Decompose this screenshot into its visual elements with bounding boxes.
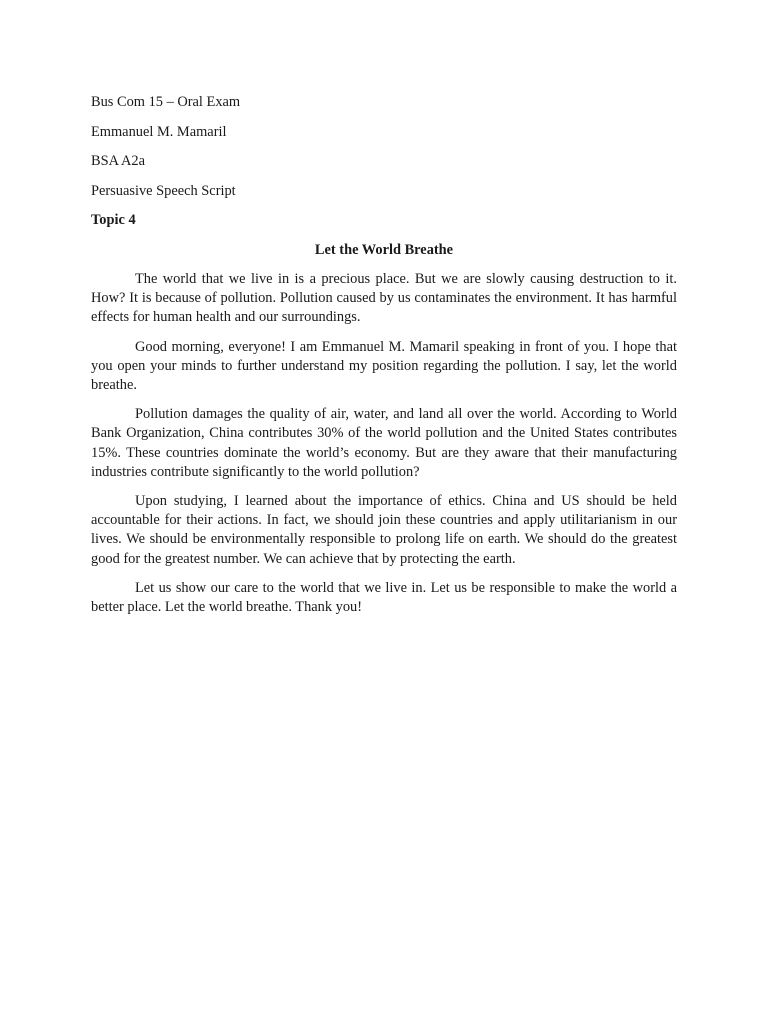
doc-type-line: Persuasive Speech Script	[91, 182, 236, 199]
paragraph-pollution-facts: Pollution damages the quality of air, water, and land all over the world. According to World Bank Organization, China contributes 30% of the world pollution and the United States contributes 15%. These countries dominate the world’s economy. But are they aware that their manufacturing industries contribute significantly to the world pollution?	[91, 406, 677, 480]
speech-body	[91, 270, 677, 627]
document-header	[91, 93, 681, 241]
paragraph-greeting: Good morning, everyone! I am Emmanuel M. Mamaril speaking in front of you. I hope that you open your minds to further understand my position regarding the pollution. I say, let the world breathe.	[91, 338, 677, 394]
author-line: Emmanuel M. Mamaril	[91, 123, 227, 140]
speech-title: Let the World Breathe	[314, 242, 454, 258]
paragraph-intro: The world that we live in is a precious place. But we are slowly causing destruction to it. How? It is because of pollution. Pollution caused by us contaminates the environment. It has harmful effects for human health and our surroundings.	[91, 271, 677, 326]
paragraph-ethics: Upon studying, I learned about the importance of ethics. China and US should be held accountable for their actions. In fact, we should join these countries and apply utilitarianism in our lives. We should be environmentally responsible to prolong life on earth. We should do the greatest good for the greatest number. We can achieve that by protecting the earth.	[91, 493, 677, 567]
section-line: BSA A2a	[91, 153, 145, 169]
topic-line: Topic 4	[91, 212, 136, 228]
paragraph-closing: Let us show our care to the world that we live in. Let us be responsible to make the world a better place. Let the world breathe. Thank you!	[91, 579, 677, 616]
course-line: Bus Com 15 – Oral Exam	[91, 94, 241, 110]
